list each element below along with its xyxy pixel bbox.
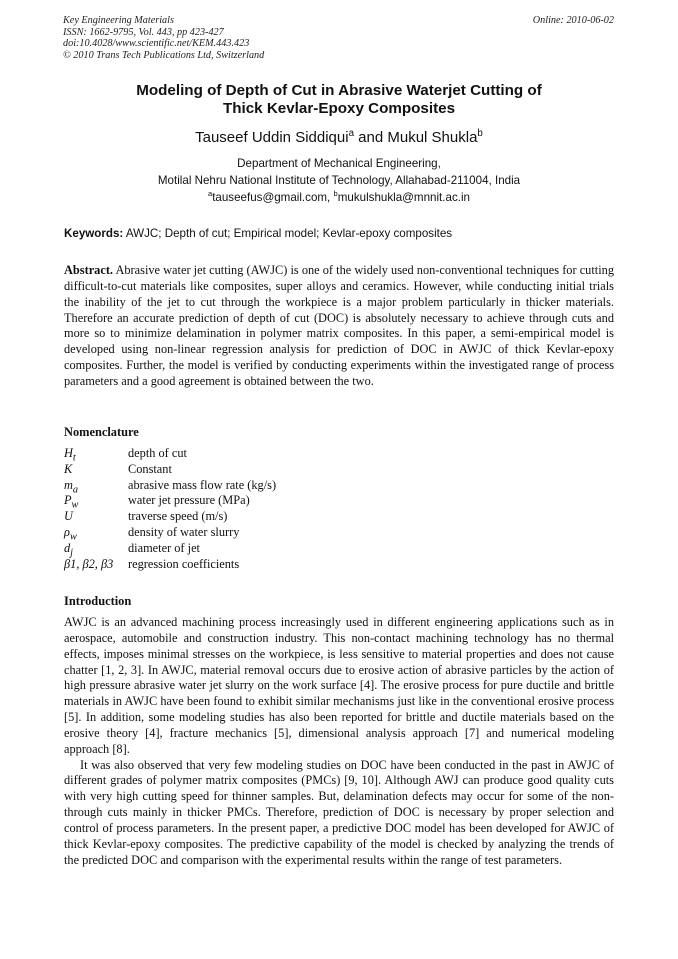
- introduction-body: [64, 615, 614, 869]
- abstract-label: Abstract.: [64, 263, 114, 277]
- author-name: Tauseef Uddin Siddiqui: [195, 129, 349, 146]
- author-list: [40, 129, 638, 146]
- nomenclature-list: [64, 446, 464, 572]
- author-name: Mukul Shukla: [387, 129, 478, 146]
- nomenclature-symbol: K: [64, 461, 73, 476]
- nomenclature-row: [64, 493, 464, 509]
- nomenclature-symbol: $d_j$: [64, 540, 74, 559]
- nomenclature-row: [64, 557, 464, 573]
- keywords: [64, 227, 614, 240]
- author-separator: and: [354, 129, 388, 146]
- author-emails: [40, 191, 638, 204]
- abstract: [64, 263, 614, 390]
- nomenclature-row: [64, 446, 464, 462]
- email-address: mukulshukla@mnnit.ac.in: [337, 191, 470, 204]
- nomenclature-row: [64, 541, 464, 557]
- nomenclature-desc: traverse speed (m/s): [128, 509, 228, 524]
- nomenclature-row: [64, 462, 464, 478]
- keywords-text: AWJC; Depth of cut; Empirical model; Kevlar-epoxy composites: [123, 227, 453, 240]
- affiliation-dept: Department of Mechanical Engineering,: [237, 157, 441, 170]
- nomenclature-desc: abrasive mass flow rate (kg/s): [128, 477, 277, 492]
- nomenclature-desc: water jet pressure (MPa): [128, 493, 250, 508]
- online-date: Online: 2010-06-02: [532, 15, 614, 26]
- title-line-2: Thick Kevlar-Epoxy Composites: [222, 99, 456, 117]
- author-affil-mark: b: [477, 128, 483, 139]
- paper-title: [40, 82, 638, 117]
- nomenclature-symbol: β1, β2, β3: [64, 556, 114, 571]
- nomenclature-symbol: $m_a$: [64, 477, 79, 496]
- keywords-label: Keywords:: [64, 227, 124, 240]
- affiliation: [40, 155, 638, 189]
- abstract-text: Abrasive water jet cutting (AWJC) is one of the widely used non-conventional techniques for cutting difficult-to-cut materials like composites, super alloys and ceramics. However, while conducting initial trials the inability of the jet to cut through the workpiece is a major problem particularly in thicker materials. Therefore an accurate prediction of depth of cut (DOC) is absolutely necessary to achieve through cuts and more so to minimize delamination in polymer matrix composites. In this paper, a semi-empirical model is developed using non-linear regression analysis for prediction of DOC in AWJC of thick Kevlar-epoxy composites. Further, the model is verified by conducting experiments within the investigated range of process parameters and a good agreement is obtained between the two.: [64, 263, 614, 388]
- nomenclature-symbol: $P_w$: [64, 493, 79, 511]
- email-mark: a: [207, 189, 213, 199]
- journal-doi: doi:10.4028/www.scientific.net/KEM.443.423: [63, 38, 250, 50]
- author-affil-mark: a: [348, 128, 354, 139]
- nomenclature-desc: regression coefficients: [128, 556, 240, 571]
- email-mark: b: [333, 189, 338, 199]
- nomenclature-row: [64, 509, 464, 525]
- nomenclature-symbol: $\rho_w$: [64, 524, 77, 543]
- nomenclature-desc: depth of cut: [128, 446, 187, 460]
- journal-header: [63, 15, 264, 61]
- nomenclature-heading: Nomenclature: [64, 425, 139, 439]
- introduction-paragraph-2: It was also observed that very few modeling studies on DOC have been conducted in the past in AWJC of different grades of polymer matrix composites (PMCs) [9, 10]. Although AWJ can produce good quality cuts with very high cutting speed for thinner samples. But, delamination defects may occur for some of the non-through cuts mainly in thicker PMCs. Therefore, prediction of DOC is necessary by proper selection and control of process parameters. In the present paper, a predictive DOC model has been developed for AWJC of thick Kevlar-epoxy composites. The predictive capability of the model is checked by analyzing the trends of the predicted DOC and comparison with the experimental results within the range of test parameters.: [64, 757, 614, 867]
- nomenclature-desc: Constant: [128, 461, 172, 476]
- nomenclature-row: [64, 525, 464, 541]
- nomenclature-symbol: U: [64, 509, 73, 524]
- affiliation-institute: Motilal Nehru National Institute of Technology, Allahabad-211004, India: [157, 174, 521, 187]
- title-line-1: Modeling of Depth of Cut in Abrasive Waterjet Cutting of: [136, 82, 542, 99]
- nomenclature-desc: density of water slurry: [128, 524, 240, 539]
- journal-copyright: © 2010 Trans Tech Publications Ltd, Switzerland: [63, 49, 265, 61]
- journal-name: Key Engineering Materials: [63, 15, 174, 26]
- nomenclature-row: [64, 478, 464, 494]
- introduction-paragraph-1: AWJC is an advanced machining process increasingly used in different engineering applications such as in aerospace, automobile and construction industry. This non-contact machining technology has no thermal effects, imposes minimal stresses on the workpiece, is less sensitive to material properties and does not cause chatter [1, 2, 3]. In AWJC, material removal occurs due to erosive action of abrasive particles by the action of high pressure abrasive water jet slurry on the work surface [4]. The erosive process for pure ductile and brittle materials in AWJC have been found to exhibit similar mechanisms just like in the conventional erosive process [5]. In addition, some modeling studies has also been reported for brittle and ductile materials based on the erosive theory [4], fracture mechanics [5], dimensional analysis approach [7] and numerical modeling approach [8].: [64, 615, 614, 756]
- journal-issn: ISSN: 1662-9795, Vol. 443, pp 423-427: [63, 26, 224, 38]
- email-address: tauseefus@gmail.com,: [212, 191, 334, 204]
- nomenclature-symbol: $H_t$: [64, 446, 76, 464]
- introduction-heading: Introduction: [64, 594, 132, 608]
- nomenclature-desc: diameter of jet: [128, 540, 200, 555]
